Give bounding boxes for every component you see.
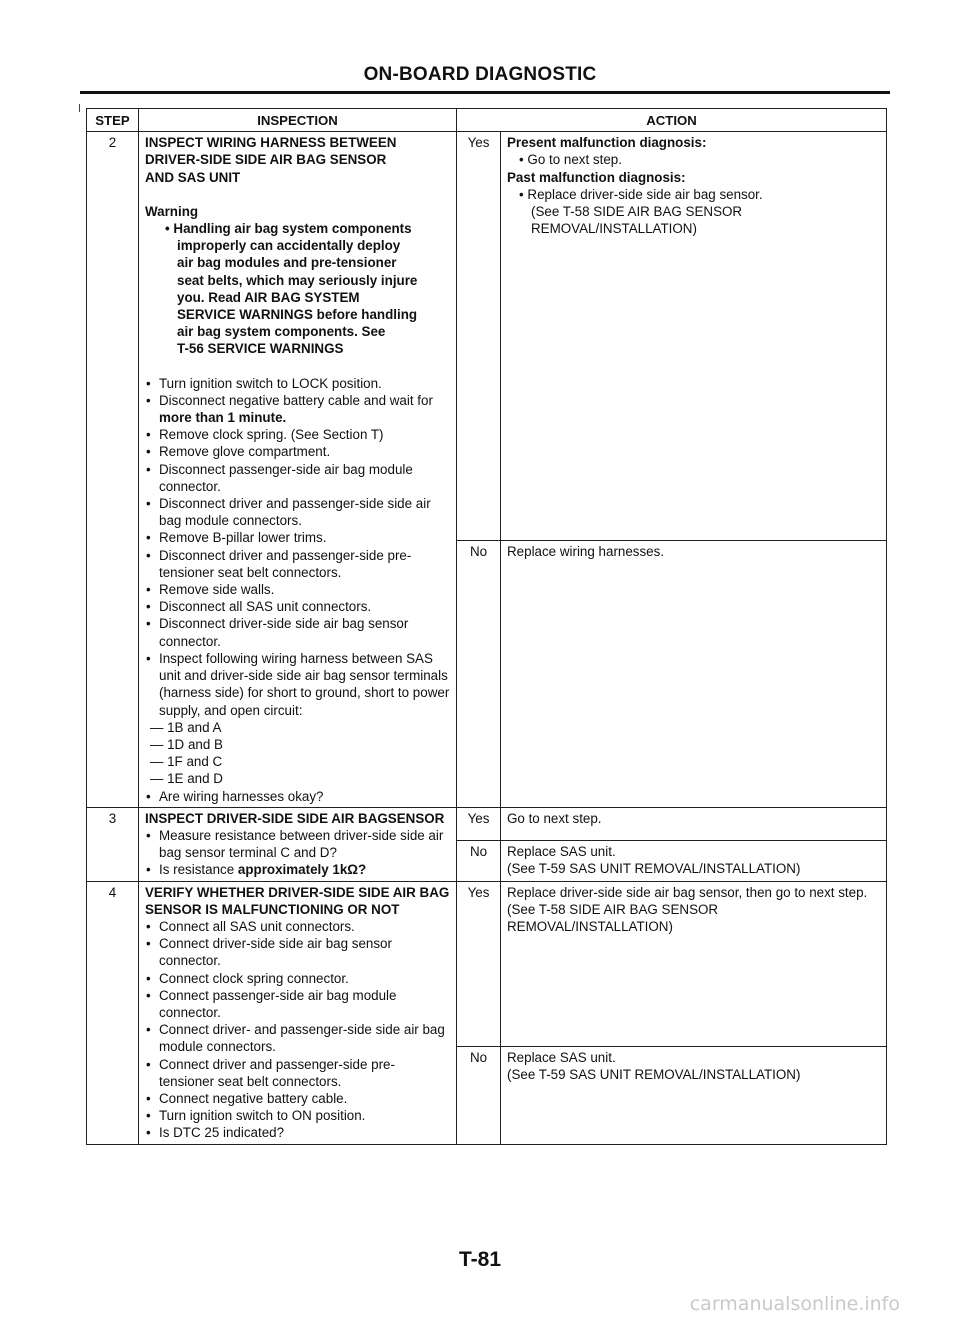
- step-number: 2: [87, 132, 139, 808]
- table-row-step3-yes: [87, 807, 887, 840]
- step3-no-action: Replace SAS unit. (See T-59 SAS UNIT REMOVAL/INSTALLATION): [501, 840, 887, 881]
- list-item: • Disconnect driver and passenger-side pre-tensioner seat belt connectors.: [145, 547, 450, 581]
- watermark: carmanualsonline.info: [689, 1293, 900, 1315]
- step2-inspection: [139, 132, 457, 808]
- list-item: • Disconnect driver-side side air bag sensor connector.: [145, 615, 450, 649]
- col-header-inspection: INSPECTION: [139, 109, 457, 132]
- warning-label: Warning: [145, 203, 199, 219]
- list-item: • Is resistance approximately 1kΩ?: [145, 861, 450, 878]
- list-item: • Turn ignition switch to LOCK position.: [145, 375, 450, 392]
- list-item: • Disconnect all SAS unit connectors.: [145, 598, 450, 615]
- terminal-pair: — 1E and D: [150, 771, 223, 787]
- step4-yes-action: Replace driver-side side air bag sensor, then go to next step. (See T-58 SIDE AIR BAG SENSOR REMOVAL/INSTALLATION): [501, 881, 887, 1046]
- list-item: • Connect all SAS unit connectors.: [145, 918, 450, 935]
- step4-inspection: [139, 881, 457, 1144]
- list-item: • Disconnect passenger-side air bag module connector.: [145, 461, 450, 495]
- list-item: • Turn ignition switch to ON position.: [145, 1107, 450, 1124]
- list-item: • Connect driver-side side air bag sensor connector.: [145, 935, 450, 969]
- step2-no-action: Replace wiring harnesses.: [501, 541, 887, 808]
- list-item: • Connect passenger-side air bag module connector.: [145, 987, 450, 1021]
- step4-heading: VERIFY WHETHER DRIVER-SIDE SIDE AIR BAG SENSOR IS MALFUNCTIONING OR NOT: [145, 884, 450, 917]
- table-row-step2-yes: [87, 132, 887, 541]
- step3-heading: INSPECT DRIVER-SIDE SIDE AIR BAGSENSOR: [145, 810, 445, 826]
- result-no: No: [457, 1046, 501, 1144]
- page-title: ON-BOARD DIAGNOSTIC: [363, 64, 597, 85]
- list-item: • Remove side walls.: [145, 581, 450, 598]
- result-no: No: [457, 840, 501, 881]
- table-header-row: [87, 109, 887, 132]
- step4-no-action: Replace SAS unit. (See T-59 SAS UNIT REMOVAL/INSTALLATION): [501, 1046, 887, 1144]
- step2-heading: INSPECT WIRING HARNESS BETWEEN DRIVER-SIDE SIDE AIR BAG SENSOR AND SAS UNIT: [145, 135, 397, 185]
- step-number: 3: [87, 807, 139, 881]
- terminal-pair: — 1F and C: [150, 754, 223, 770]
- result-no: No: [457, 541, 501, 808]
- page-number: T-81: [458, 1248, 502, 1271]
- margin-tick: [79, 104, 80, 112]
- list-item: • Remove glove compartment.: [145, 443, 450, 460]
- list-item: • Is DTC 25 indicated?: [145, 1124, 450, 1141]
- step2-yes-action: Present malfunction diagnosis: • Go to next step. Past malfunction diagnosis: • Replace driver-side side air bag sensor. (See T-58 SIDE AIR BAG SENSOR REMOVAL/INSTALLATION): [501, 132, 887, 541]
- list-item: • Connect clock spring connector.: [145, 970, 450, 987]
- list-item: • Are wiring harnesses okay?: [145, 788, 450, 805]
- result-yes: Yes: [457, 881, 501, 1046]
- list-item: • Disconnect driver and passenger-side side air bag module connectors.: [145, 495, 450, 529]
- step-number: 4: [87, 881, 139, 1144]
- terminal-pair: — 1D and B: [150, 736, 223, 752]
- result-yes: Yes: [457, 132, 501, 541]
- step3-yes-action: Go to next step.: [501, 807, 887, 840]
- list-item: • Connect driver and passenger-side pre-tensioner seat belt connectors.: [145, 1056, 450, 1090]
- list-item: • Connect driver- and passenger-side side air bag module connectors.: [145, 1021, 450, 1055]
- list-item: • Measure resistance between driver-side side air bag sensor terminal C and D?: [145, 827, 450, 861]
- list-item: • Connect negative battery cable.: [145, 1090, 450, 1107]
- step3-inspection: [139, 807, 457, 881]
- warning-text: • Handling air bag system components improperly can accidentally deploy air bag modules and pre-tensioner seat belts, which may seriously injure you. Read AIR BAG SYSTEM SERVICE WARNINGS before handling air bag system components. See T-56 SERVICE WARNINGS: [165, 221, 418, 357]
- list-item: • Inspect following wiring harness between SAS unit and driver-side side air bag sensor terminals (harness side) for short to ground, short to power supply, and open circuit:: [145, 650, 450, 719]
- diagnostic-table: [86, 108, 887, 1145]
- list-item: • Remove B-pillar lower trims.: [145, 529, 450, 546]
- title-rule: [80, 91, 890, 94]
- col-header-step: STEP: [87, 109, 139, 132]
- list-item: • Disconnect negative battery cable and wait for more than 1 minute.: [145, 392, 450, 426]
- result-yes: Yes: [457, 807, 501, 840]
- list-item: • Remove clock spring. (See Section T): [145, 426, 450, 443]
- col-header-action: ACTION: [457, 109, 887, 132]
- table-row-step4-yes: [87, 881, 887, 1046]
- terminal-pair: — 1B and A: [150, 719, 222, 735]
